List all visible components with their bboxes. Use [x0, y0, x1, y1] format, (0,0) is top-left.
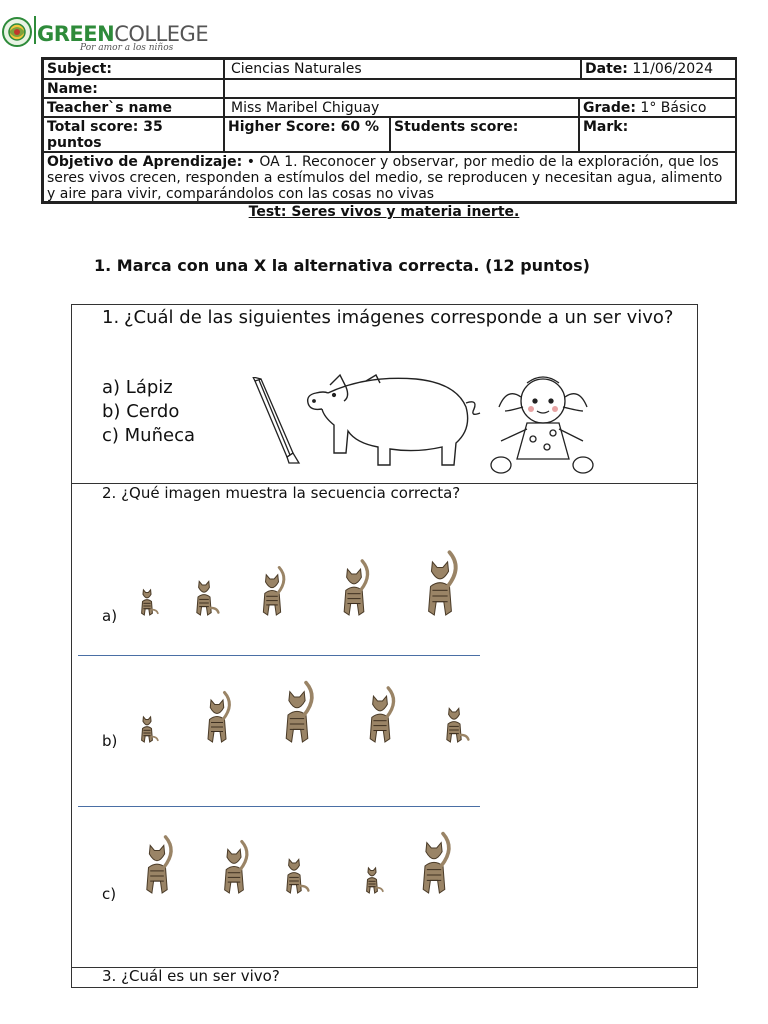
objective-label: Objetivo de Aprendizaje:	[47, 154, 243, 170]
section-title: Marca con una X la alternativa correcta. (12 puntos)	[116, 256, 590, 275]
cat-image	[429, 552, 456, 615]
grade-value: 1° Básico	[640, 100, 707, 116]
q1-option-a[interactable]: a) Lápiz	[102, 377, 173, 398]
college-emblem-icon	[0, 12, 34, 48]
section-heading	[94, 256, 590, 275]
q2-option-a[interactable]: a)	[102, 607, 118, 625]
objective-text: • OA 1. Reconocer y observar, por medio de la exploración, que los seres vivos crecen, responden a estímulos del medio, se reproducen y necesitan agua, alimento y aire para vivir, comparándolos con las cosas no vivas	[47, 154, 723, 202]
cat-image	[197, 581, 219, 615]
cat-image	[370, 688, 393, 742]
q2-option-c[interactable]: c)	[102, 885, 117, 903]
pig-image	[306, 373, 482, 473]
cat-image	[423, 834, 449, 893]
cat-image	[286, 683, 312, 742]
test-title: Test: Seres vivos y materia inerte.	[248, 204, 520, 220]
date-value: 11/06/2024	[632, 61, 714, 77]
q2-option-b[interactable]: b)	[102, 732, 118, 750]
cat-image	[142, 590, 158, 615]
cat-image	[147, 837, 171, 893]
cat-image	[263, 567, 284, 615]
cat-image	[367, 868, 383, 893]
q1-number: 1.	[102, 307, 120, 328]
subject-value: Ciencias Naturales	[224, 59, 581, 79]
date-label: Date:	[585, 61, 628, 77]
objective-cell	[43, 152, 737, 202]
cat-image	[287, 859, 309, 893]
cat-image	[208, 693, 229, 743]
pencil-image	[247, 377, 307, 467]
cat-image	[447, 708, 469, 742]
students-score-label: Students score:	[390, 117, 579, 152]
cat-sequence-images	[72, 505, 697, 905]
section-number: 1.	[94, 256, 112, 275]
header-table	[41, 57, 737, 204]
subject-label: Subject:	[43, 59, 224, 79]
cat-image	[142, 717, 158, 742]
school-logo	[0, 10, 209, 53]
cat-image	[344, 561, 367, 615]
logo-name: GREENCOLLEGE	[37, 22, 209, 46]
logo-divider	[34, 16, 36, 44]
teacher-label: Teacher`s name	[43, 98, 224, 117]
higher-score: Higher Score: 60 %	[224, 117, 390, 152]
teacher-value: Miss Maribel Chiguay	[224, 98, 579, 117]
total-score: Total score: 35 puntos	[43, 117, 224, 152]
cat-image	[225, 842, 247, 893]
grade-label: Grade:	[583, 100, 636, 116]
grade-cell	[579, 98, 737, 117]
q2-text: 2. ¿Qué imagen muestra la secuencia correcta?	[102, 484, 461, 502]
logo-tagline: Por amor a los niños	[80, 43, 174, 53]
q1-text: ¿Cuál de las siguientes imágenes corresponde a un ser vivo?	[124, 307, 674, 328]
date-cell	[581, 59, 737, 79]
doll-image	[487, 367, 602, 479]
questions-box	[71, 304, 698, 988]
name-label: Name:	[43, 79, 224, 98]
mark-label: Mark:	[579, 117, 737, 152]
name-field[interactable]	[224, 79, 737, 98]
q1-option-b[interactable]: b) Cerdo	[102, 401, 180, 422]
q1-option-c[interactable]: c) Muñeca	[102, 425, 196, 446]
q3-text: 3. ¿Cuál es un ser vivo?	[102, 967, 280, 985]
